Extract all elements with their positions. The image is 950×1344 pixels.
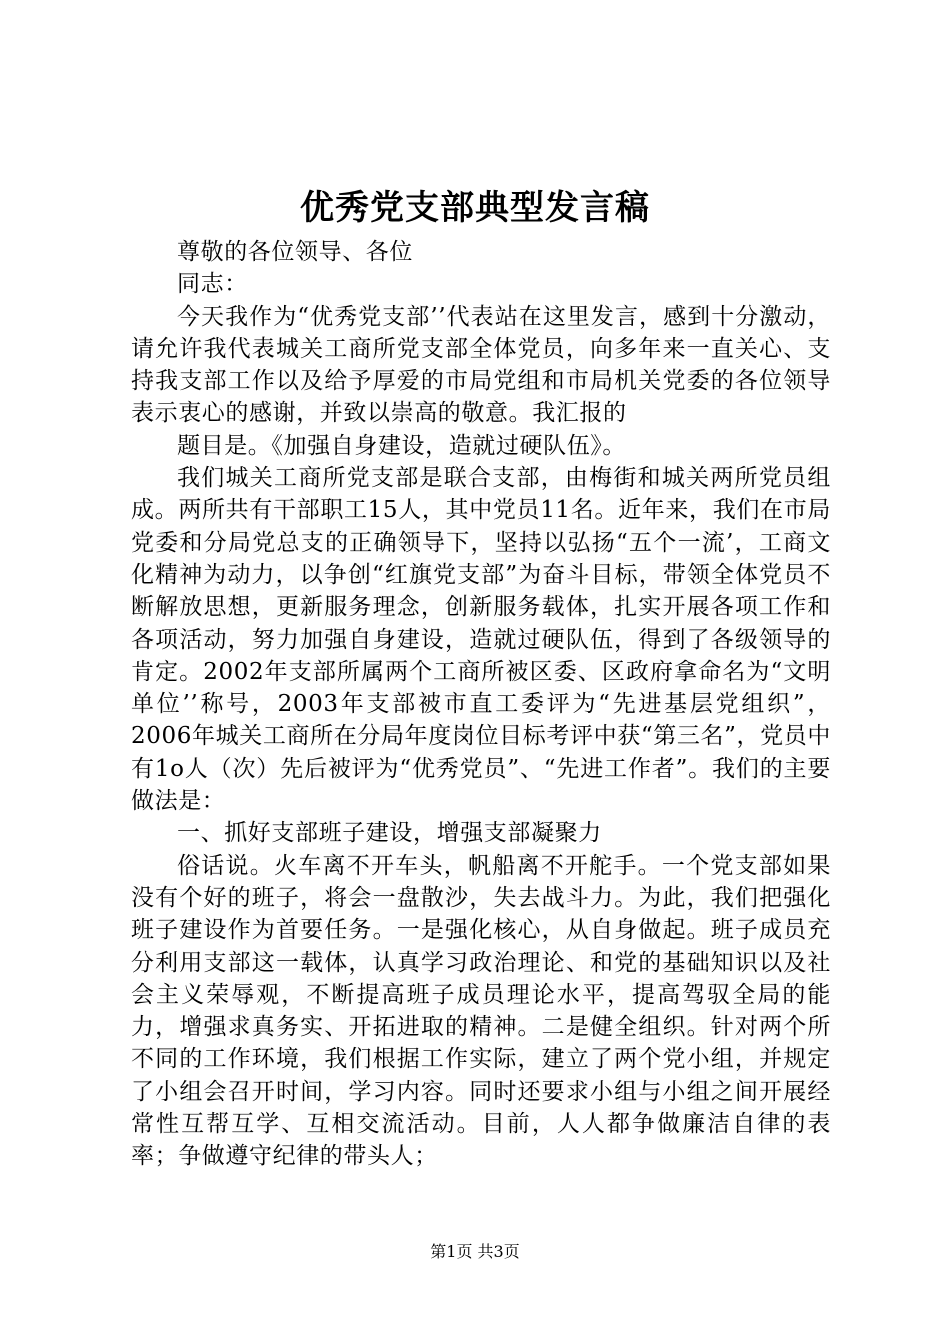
section-1-paragraph: 俗话说。火车离不开车头，帆船离不开舵手。一个党支部如果没有个好的班子，将会一盘散沙，失去战斗力。为此，我们把强化班子建设作为首要任务。一是强化核心，从自身做起。班子成员充分利用支部这一载体，认真学习政治理论、和党的基础知识以及社会主义荣辱观，不断提高班子成员理论水平，提高驾驭全局的能力，增强求真务实、开拓进取的精神。二是健全组织。针对两个所不同的工作环境，我们根据工作实际，建立了两个党小组，并规定了小组会召开时间，学习内容。同时还要求小组与小组之间开展经常性互帮互学、互相交流活动。目前，人人都争做廉洁自律的表率；争做遵守纪律的带头人； [131, 852, 831, 1170]
background-paragraph: 我们城关工商所党支部是联合支部，由梅街和城关两所党员组成。两所共有干部职工15人，其中党员11名。近年来，我们在市局党委和分局党总支的正确领导下，坚持以弘扬“五个一流’，工商文化精神为动力，以争创“红旗党支部”为奋斗目标，带领全体党员不断解放思想，更新服务理念，创新服务载体，扎实开展各项工作和各项活动，努力加强自身建设，造就过硬队伍，得到了各级领导的肯定。2002年支部所属两个工商所被区委、区政府拿命名为“文明单位’’称号，2003年支部被市直工委评为“先进基层党组织”，2006年城关工商所在分局年度岗位目标考评中获“第三名”，党员中有1o人（次）先后被评为“优秀党员”、“先进工作者”。我们的主要做法是： [131, 465, 831, 815]
intro-paragraph: 今天我作为“优秀党支部’’代表站在这里发言，感到十分激动，请允许我代表城关工商所党支部全体党员，向多年来一直关心、支持我支部工作以及给予厚爱的市局党组和市局机关党委的各位领导表示衷心的感谢，并致以崇高的敬意。我汇报的 [131, 303, 831, 427]
document-title: 优秀党支部典型发言稿 [300, 188, 650, 228]
page-footer: 第1页 共3页 [430, 1242, 520, 1261]
salutation-line-1: 尊敬的各位领导、各位 [177, 239, 413, 265]
section-heading-1: 一、抓好支部班子建设，增强支部凝聚力 [177, 820, 602, 847]
salutation-line-2: 同志： [177, 271, 248, 298]
topic-paragraph: 题目是。《加强自身建设，造就过硬队伍》。 [177, 432, 626, 459]
document-body [131, 236, 831, 1173]
